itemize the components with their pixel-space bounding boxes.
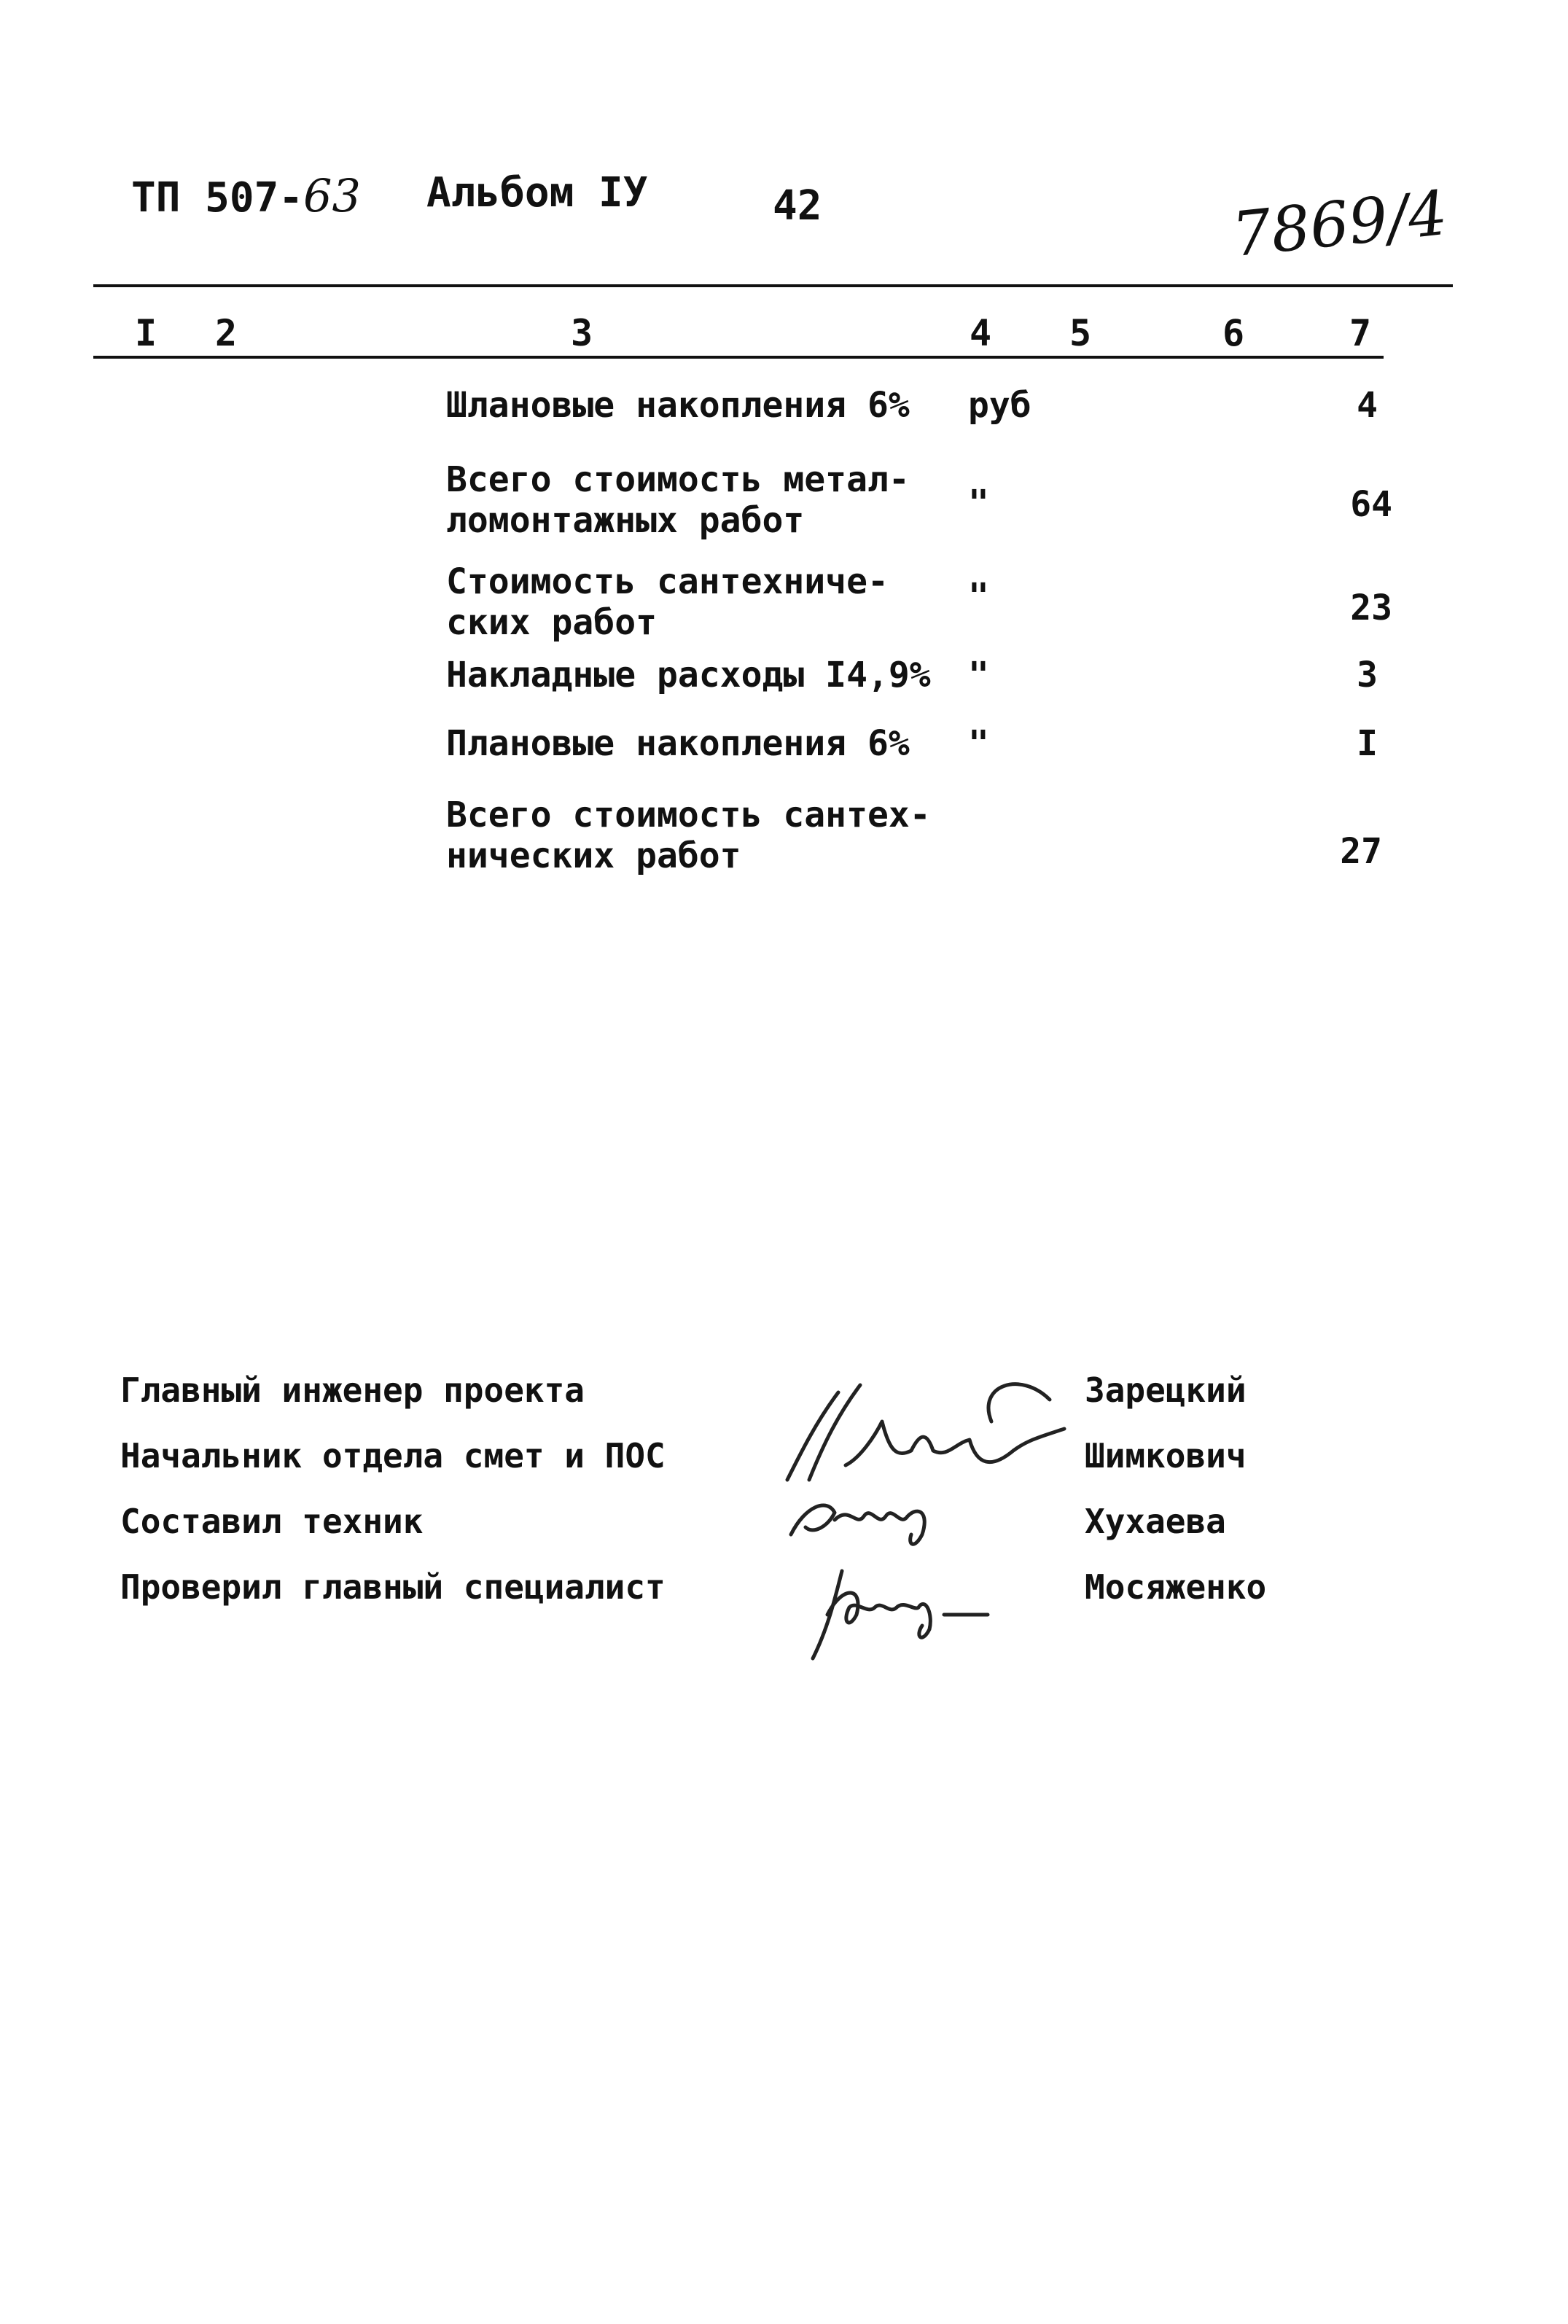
column-number: I	[134, 312, 157, 354]
column-rule	[93, 356, 1384, 359]
column-number: 2	[214, 312, 238, 354]
row-description: Плановые накопления 6%	[446, 723, 910, 764]
row-description: Всего стоимость сантех- нических работ	[446, 795, 931, 876]
row-unit: руб	[968, 385, 1031, 426]
signature-role: Главный инженер проекта	[120, 1370, 585, 1410]
row-description: Стоимость сантехниче- ских работ	[446, 561, 889, 643]
row-value: 4	[1357, 385, 1378, 426]
column-number: 4	[969, 312, 992, 354]
row-description: Шлановые накопления 6%	[446, 385, 910, 426]
column-number: 6	[1222, 312, 1245, 354]
column-number: 3	[570, 312, 593, 354]
row-unit: "	[968, 655, 989, 695]
signature-name: Зарецкий	[1085, 1370, 1247, 1410]
project-code: ТП 507-63	[131, 169, 361, 222]
signature-role: Начальник отдела смет и ПОС	[120, 1436, 666, 1475]
header-rule	[93, 284, 1453, 287]
row-description: Накладные расходы I4,9%	[446, 655, 931, 695]
signature-role: Проверил главный специалист	[120, 1567, 666, 1607]
column-number: 7	[1349, 312, 1372, 354]
signature-mark	[798, 1556, 1017, 1666]
row-unit: "	[968, 723, 989, 764]
column-number: 5	[1069, 312, 1092, 354]
row-value: 23	[1350, 588, 1392, 628]
doc-number-handwritten: 7869/4	[1228, 176, 1451, 271]
row-unit: "	[968, 483, 989, 523]
page-number: 42	[773, 182, 822, 230]
row-description: Всего стоимость метал- ломонтажных работ	[446, 459, 910, 541]
signature-mark	[773, 1370, 1093, 1494]
signature-name: Хухаева	[1085, 1502, 1226, 1541]
album-label: Альбом IУ	[426, 169, 648, 217]
signature-mark	[784, 1483, 951, 1549]
row-value: 64	[1350, 484, 1392, 525]
signature-name: Мосяженко	[1085, 1567, 1267, 1607]
project-code-handwritten: 63	[303, 169, 361, 222]
signature-name: Шимкович	[1085, 1436, 1247, 1475]
signature-role: Составил техник	[120, 1502, 424, 1541]
row-value: 27	[1340, 831, 1382, 872]
row-value: 3	[1357, 655, 1378, 695]
row-unit: "	[968, 576, 989, 617]
row-value: I	[1357, 723, 1378, 764]
